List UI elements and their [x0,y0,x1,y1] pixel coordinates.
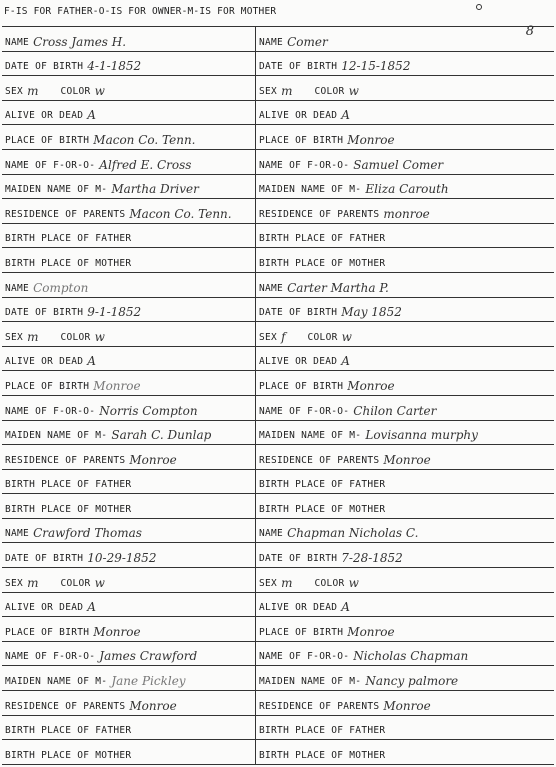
form-row [2,543,554,568]
form-row [2,617,554,642]
field-label: ALIVE OR DEAD [259,602,338,614]
field-label: DATE OF BIRTH [259,307,338,319]
handwritten-value: Monroe [383,698,431,713]
record-1-left-field [2,248,256,272]
field-label: BIRTH PLACE OF MOTHER [5,503,132,515]
field-label: NAME OF F-OR-O- [259,405,350,417]
handwritten-value: Monroe [129,698,177,713]
field-label: RESIDENCE OF PARENTS [259,700,380,712]
field-label: BIRTH PLACE OF FATHER [5,725,132,737]
record-3-left-field [2,691,256,715]
record-3-left-field [2,543,256,567]
record-1-left-field [2,101,256,125]
field-label: RESIDENCE OF PARENTS [5,700,126,712]
record-1-right-field [256,248,554,272]
form-row [2,199,554,224]
record-3-left-field [2,593,256,617]
field-label: NAME OF F-OR-O- [5,405,96,417]
handwritten-value: 10-29-1852 [87,551,157,566]
handwritten-value: 9-1-1852 [87,305,142,320]
record-1-right-field [256,150,554,174]
field-label: RESIDENCE OF PARENTS [259,454,380,466]
field-label: NAME [5,36,30,48]
field-label: BIRTH PLACE OF MOTHER [259,257,386,269]
form-row [2,666,554,691]
record-3-left-field [2,666,256,690]
field-label: PLACE OF BIRTH [5,380,90,392]
record-1-right-field [256,224,554,248]
record-1-left-field [2,125,256,149]
handwritten-value: m [27,83,39,98]
record-1-right-field [256,125,554,149]
handwritten-value: Chapman Nicholas C. [287,526,419,541]
handwritten-value: Monroe [347,624,395,639]
field-label: COLOR [307,331,338,343]
birth-record-form [2,26,554,767]
field-label: MAIDEN NAME OF M- [5,430,108,442]
record-3-left-field [2,617,256,641]
handwritten-value: 7-28-1852 [341,551,403,566]
form-row [2,421,554,446]
record-3-right-field [256,617,554,641]
field-label: NAME [259,528,284,540]
record-3-right-field [256,519,554,543]
form-row [2,125,554,150]
record-2-right-field [256,470,554,494]
field-label: NAME [259,36,284,48]
field-label: BIRTH PLACE OF MOTHER [259,749,386,761]
record-2-left-field [2,421,256,445]
field-label: DATE OF BIRTH [259,553,338,565]
field-label: DATE OF BIRTH [5,307,84,319]
record-2-right-field [256,273,554,297]
form-row [2,494,554,519]
field-label: DATE OF BIRTH [259,61,338,73]
record-3-left-field [2,740,256,764]
form-row [2,52,554,77]
field-label: MAIDEN NAME OF M- [259,676,362,688]
record-2-right-field [256,371,554,395]
handwritten-value: Chilon Carter [353,403,437,418]
record-2-right-field [256,421,554,445]
record-1-right-field [256,52,554,76]
handwritten-value: Eliza Carouth [365,182,449,197]
field-label: MAIDEN NAME OF M- [5,184,108,196]
field-label: NAME [259,282,284,294]
record-1-left-field [2,199,256,223]
record-1-left-field [2,224,256,248]
handwritten-value: Crawford Thomas [33,526,142,541]
record-2-left-field [2,273,256,297]
handwritten-value: A [87,108,96,123]
field-label: ALIVE OR DEAD [5,110,84,122]
handwritten-value: w [341,329,352,344]
field-label: COLOR [314,85,345,97]
record-2-left-field [2,470,256,494]
record-3-right-field [256,740,554,764]
handwritten-value: May 1852 [341,305,402,320]
form-row [2,27,554,52]
handwritten-value: Carter Martha P. [287,280,389,295]
field-label: NAME OF F-OR-O- [259,651,350,663]
handwritten-value: m [27,575,39,590]
handwritten-value: Monroe [93,624,141,639]
form-row [2,101,554,126]
record-2-left-field [2,298,256,322]
form-row [2,445,554,470]
form-row [2,470,554,495]
handwritten-value: Norris Compton [99,403,198,418]
handwritten-value: A [87,600,96,615]
record-1-left-field [2,27,256,51]
field-label: PLACE OF BIRTH [259,380,344,392]
handwritten-value: A [341,354,350,369]
record-1-left-field [2,76,256,100]
record-3-right-field [256,716,554,740]
record-1-right-field [256,101,554,125]
form-row [2,224,554,249]
field-label: BIRTH PLACE OF FATHER [5,233,132,245]
field-label: BIRTH PLACE OF FATHER [5,479,132,491]
form-row [2,248,554,273]
field-label: ALIVE OR DEAD [259,110,338,122]
handwritten-value: Alfred E. Cross [99,157,192,172]
field-label: BIRTH PLACE OF MOTHER [5,749,132,761]
form-row [2,150,554,175]
record-3-right-field [256,568,554,592]
field-label: SEX [259,85,278,97]
field-label: BIRTH PLACE OF FATHER [259,479,386,491]
handwritten-value: Jane Pickley [111,674,186,689]
handwritten-value: Monroe [383,452,431,467]
form-row [2,347,554,372]
handwritten-value: w [94,83,105,98]
field-label: PLACE OF BIRTH [5,134,90,146]
handwritten-value: 4-1-1852 [87,59,142,74]
record-2-right-field [256,396,554,420]
record-2-left-field [2,445,256,469]
form-row [2,519,554,544]
field-label: NAME OF F-OR-O- [5,159,96,171]
field-label: COLOR [60,331,91,343]
field-label: NAME OF F-OR-O- [259,159,350,171]
field-label: SEX [5,577,24,589]
form-row [2,273,554,298]
record-2-right-field [256,347,554,371]
record-3-left-field [2,716,256,740]
form-row [2,322,554,347]
field-label: BIRTH PLACE OF MOTHER [5,257,132,269]
handwritten-value: w [348,83,359,98]
handwritten-value: w [348,575,359,590]
field-label: MAIDEN NAME OF M- [259,184,362,196]
handwritten-value: Nancy palmore [365,674,459,689]
field-label: NAME [5,528,30,540]
field-label: MAIDEN NAME OF M- [259,430,362,442]
record-1-left-field [2,52,256,76]
form-row [2,740,554,765]
record-2-right-field [256,445,554,469]
handwritten-value: Nicholas Chapman [353,649,469,664]
handwritten-value: m [27,329,39,344]
handwritten-value: Monroe [129,452,177,467]
record-2-left-field [2,371,256,395]
record-3-right-field [256,691,554,715]
field-label: BIRTH PLACE OF FATHER [259,233,386,245]
form-row [2,568,554,593]
field-label: MAIDEN NAME OF M- [5,676,108,688]
record-2-left-field [2,494,256,518]
record-2-right-field [256,322,554,346]
handwritten-value: m [281,575,293,590]
field-label: SEX [5,331,24,343]
record-3-right-field [256,666,554,690]
field-label: DATE OF BIRTH [5,61,84,73]
handwritten-value: Macon Co. Tenn. [129,206,232,221]
record-3-right-field [256,593,554,617]
field-label: BIRTH PLACE OF FATHER [259,725,386,737]
handwritten-value: monroe [383,206,430,221]
field-label: NAME OF F-OR-O- [5,651,96,663]
handwritten-value: w [94,575,105,590]
field-label: DATE OF BIRTH [5,553,84,565]
record-2-left-field [2,347,256,371]
form-row [2,298,554,323]
form-row [2,175,554,200]
form-row [2,76,554,101]
form-header: F-IS FOR FATHER-O-IS FOR OWNER-M-IS FOR MOTHER [4,6,277,17]
record-1-right-field [256,175,554,199]
handwritten-value: Cross James H. [33,34,127,49]
field-label: COLOR [60,85,91,97]
handwritten-value: Martha Driver [111,182,199,197]
field-label: RESIDENCE OF PARENTS [5,454,126,466]
record-1-right-field [256,199,554,223]
record-2-right-field [256,298,554,322]
handwritten-value: w [94,329,105,344]
field-label: ALIVE OR DEAD [5,602,84,614]
handwritten-value: Sarah C. Dunlap [111,428,212,443]
form-row [2,642,554,667]
handwritten-value: Compton [33,280,89,295]
page-number: 8 [525,24,534,39]
record-3-left-field [2,568,256,592]
record-2-left-field [2,396,256,420]
field-label: RESIDENCE OF PARENTS [5,208,126,220]
handwritten-value: Monroe [347,132,395,147]
record-1-right-field [256,27,554,51]
record-3-left-field [2,642,256,666]
form-row [2,691,554,716]
field-label: SEX [5,85,24,97]
form-row [2,716,554,741]
field-label: SEX [259,331,278,343]
record-3-left-field [2,519,256,543]
record-2-right-field [256,494,554,518]
handwritten-value: James Crawford [99,649,198,664]
handwritten-value: f [281,329,286,344]
field-label: SEX [259,577,278,589]
record-1-right-field [256,76,554,100]
record-2-left-field [2,322,256,346]
record-3-right-field [256,543,554,567]
handwritten-value: A [341,108,350,123]
field-label: BIRTH PLACE OF MOTHER [259,503,386,515]
field-label: RESIDENCE OF PARENTS [259,208,380,220]
field-label: ALIVE OR DEAD [5,356,84,368]
handwritten-value: 12-15-1852 [341,59,411,74]
form-row [2,371,554,396]
field-label: COLOR [314,577,345,589]
handwritten-value: Monroe [93,378,141,393]
handwritten-value: m [281,83,293,98]
handwritten-value: Samuel Comer [353,157,444,172]
handwritten-value: Comer [287,34,328,49]
field-label: NAME [5,282,30,294]
field-label: PLACE OF BIRTH [5,626,90,638]
handwritten-value: A [87,354,96,369]
field-label: ALIVE OR DEAD [259,356,338,368]
handwritten-value: Lovisanna murphy [365,428,478,443]
handwritten-value: Macon Co. Tenn. [93,132,196,147]
field-label: PLACE OF BIRTH [259,134,344,146]
field-label: COLOR [60,577,91,589]
form-row [2,396,554,421]
handwritten-value: A [341,600,350,615]
form-row [2,593,554,618]
record-3-right-field [256,642,554,666]
record-1-left-field [2,175,256,199]
record-1-left-field [2,150,256,174]
handwritten-value: Monroe [347,378,395,393]
field-label: PLACE OF BIRTH [259,626,344,638]
